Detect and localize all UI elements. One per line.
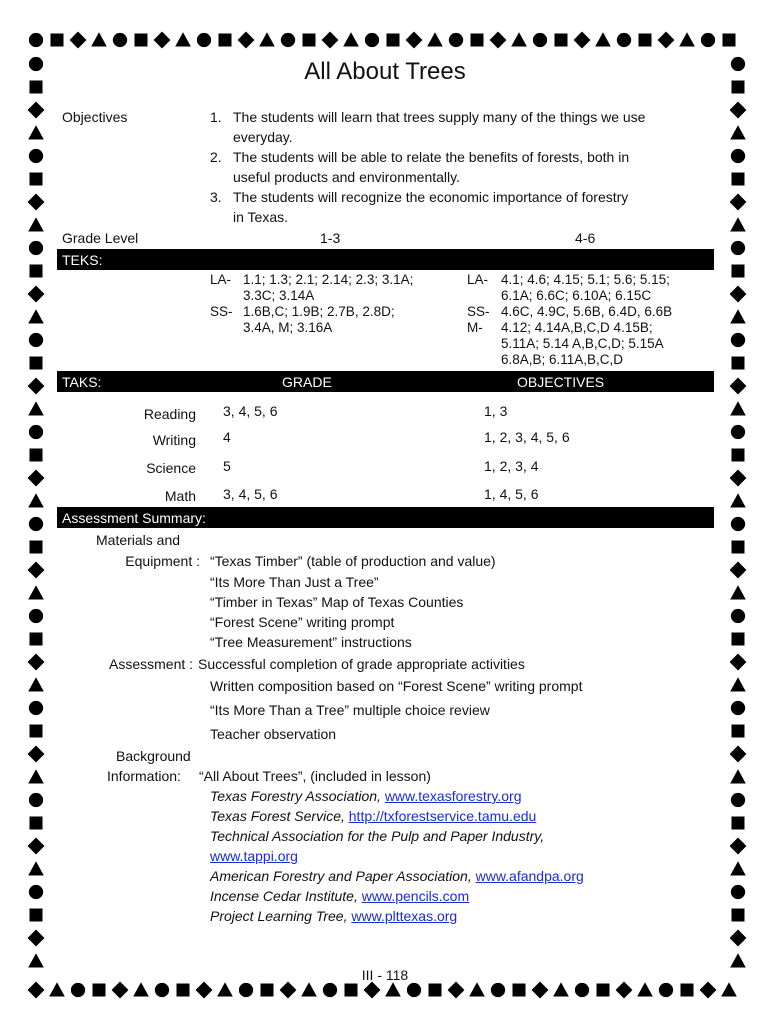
taks-objectives-header: OBJECTIVES	[517, 374, 605, 390]
border-square	[732, 173, 745, 186]
border-triangle	[469, 982, 485, 996]
border-diamond	[28, 838, 45, 855]
border-square	[261, 984, 274, 997]
taks-grades: 4	[223, 429, 231, 445]
border-diamond	[28, 378, 45, 395]
taks-objectives: 1, 4, 5, 6	[484, 486, 539, 502]
border-square	[219, 34, 232, 47]
border-diamond	[28, 982, 45, 999]
teks-right-ss-prefix: SS-	[467, 304, 490, 319]
assessment-label: Assessment :	[109, 656, 194, 672]
border-square	[732, 449, 745, 462]
teks-right-la-line: 4.1; 4.6; 4.15; 5.1; 5.6; 5.15;	[501, 272, 670, 287]
objective-text: useful products and environmentally.	[233, 169, 460, 185]
resource-link[interactable]: http://txforestservice.tamu.edu	[348, 808, 537, 824]
material-item: “Its More Than Just a Tree”	[210, 574, 379, 590]
objectives-label: Objectives	[62, 109, 128, 125]
border-diamond	[28, 102, 45, 119]
border-diamond	[730, 838, 747, 855]
teks-label: TEKS:	[62, 252, 103, 268]
border-triangle	[511, 32, 527, 46]
resource-item	[210, 867, 584, 885]
border-triangle	[133, 982, 149, 996]
border-diamond	[730, 378, 747, 395]
border-diamond	[616, 982, 633, 999]
teks-right-ss-line: 6.8A,B; 6.11A,B,C,D	[501, 352, 624, 367]
taks-subject: Writing	[152, 432, 196, 448]
border-circle	[731, 609, 745, 623]
border-square	[30, 541, 43, 554]
border-square	[429, 984, 442, 997]
border-diamond	[730, 654, 747, 671]
border-square	[303, 34, 316, 47]
border-diamond	[28, 930, 45, 947]
materials-label: Materials and	[96, 532, 181, 548]
teks-left-ss-line: 1.6B,C; 1.9B; 2.7B, 2.8D;	[243, 304, 395, 319]
border-circle	[365, 33, 379, 47]
border-triangle	[730, 769, 746, 783]
teks-right-la-line: 6.1A; 6.6C; 6.10A; 6.15C	[501, 288, 652, 303]
border-triangle	[91, 32, 107, 46]
border-circle	[491, 983, 505, 997]
border-circle	[29, 33, 43, 47]
resource-item	[210, 847, 298, 865]
border-triangle	[637, 982, 653, 996]
border-circle	[449, 33, 463, 47]
grade-level-label: Grade Level	[62, 230, 139, 246]
border-circle	[731, 517, 745, 531]
border-square	[597, 984, 610, 997]
border-diamond	[406, 32, 423, 49]
taks-objectives: 1, 2, 3, 4, 5, 6	[484, 429, 570, 445]
border-triangle	[301, 982, 317, 996]
border-circle	[29, 333, 43, 347]
border-square	[732, 357, 745, 370]
resource-link[interactable]: www.plttexas.org	[351, 908, 458, 924]
assessment-item: “Its More Than a Tree” multiple choice review	[210, 702, 490, 718]
taks-subject: Reading	[143, 406, 196, 422]
resource-name: Incense Cedar Institute	[210, 888, 354, 904]
border-diamond	[658, 32, 675, 49]
border-diamond	[28, 654, 45, 671]
border-triangle	[28, 861, 44, 875]
resource-item	[210, 907, 457, 925]
border-square	[135, 34, 148, 47]
resource-link[interactable]: www.texasforestry.org	[384, 788, 522, 804]
border-triangle	[217, 982, 233, 996]
border-circle	[29, 241, 43, 255]
border-square	[30, 357, 43, 370]
border-diamond	[490, 32, 507, 49]
border-circle	[29, 425, 43, 439]
resource-link[interactable]: www.tappi.org	[210, 848, 298, 864]
border-triangle	[427, 32, 443, 46]
border-circle	[731, 793, 745, 807]
border-diamond	[28, 562, 45, 579]
border-triangle	[343, 32, 359, 46]
border-square	[30, 633, 43, 646]
border-square	[30, 817, 43, 830]
border-triangle	[730, 585, 746, 599]
border-triangle	[730, 493, 746, 507]
border-diamond	[112, 982, 129, 999]
border-triangle	[385, 982, 401, 996]
teks-left-la-line: 3.3C; 3.14A	[243, 288, 315, 303]
resource-name: Texas Forestry Association	[210, 788, 378, 804]
border-circle	[239, 983, 253, 997]
border-square	[471, 34, 484, 47]
taks-grades: 3, 4, 5, 6	[223, 403, 278, 419]
border-triangle	[28, 769, 44, 783]
border-circle	[731, 333, 745, 347]
teks-left-ss-prefix: SS-	[210, 304, 233, 319]
page-number: III - 118	[361, 967, 409, 983]
border-square	[732, 725, 745, 738]
border-diamond	[730, 286, 747, 303]
border-circle	[407, 983, 421, 997]
taks-objectives: 1, 2, 3, 4	[484, 458, 539, 474]
teks-right-ss-line: 4.12; 4.14A,B,C,D 4.15B;	[501, 320, 653, 335]
border-circle	[29, 885, 43, 899]
taks-objectives: 1, 3	[484, 403, 508, 419]
resource-item	[210, 887, 469, 905]
border-diamond	[196, 982, 213, 999]
border-circle	[155, 983, 169, 997]
taks-grades: 3, 4, 5, 6	[223, 486, 278, 502]
assessment-item: Teacher observation	[210, 726, 337, 742]
border-diamond	[730, 562, 747, 579]
border-circle	[323, 983, 337, 997]
teks-left-ss-line: 3.4A, M; 3.16A	[243, 320, 333, 335]
border-diamond	[154, 32, 171, 49]
border-circle	[29, 609, 43, 623]
border-triangle	[28, 493, 44, 507]
border-diamond	[322, 32, 339, 49]
border-triangle	[553, 982, 569, 996]
border-square	[732, 541, 745, 554]
border-diamond	[700, 982, 717, 999]
border-diamond	[364, 982, 381, 999]
border-triangle	[28, 585, 44, 599]
resource-name: Technical Association for the Pulp and Paper Industry	[210, 828, 541, 844]
resource-separator: ,	[340, 808, 349, 824]
page-title: All About Trees	[304, 58, 466, 85]
border-triangle	[730, 217, 746, 231]
border-square	[30, 449, 43, 462]
border-triangle	[730, 677, 746, 691]
resource-separator: ,	[353, 888, 362, 904]
teks-right-ss-line: 5.11A; 5.14 A,B,C,D; 5.15A	[501, 336, 664, 351]
assessment-item: Written composition based on “Forest Scene” writing prompt	[210, 678, 583, 694]
border-triangle	[595, 32, 611, 46]
border-triangle	[28, 677, 44, 691]
resource-separator: ,	[467, 868, 476, 884]
background-label: Information:	[107, 768, 181, 784]
border-square	[555, 34, 568, 47]
border-diamond	[280, 982, 297, 999]
border-square	[30, 909, 43, 922]
material-item: “Timber in Texas” Map of Texas Counties	[210, 594, 464, 610]
border-circle	[197, 33, 211, 47]
taks-subject: Math	[164, 488, 196, 504]
border-square	[345, 984, 358, 997]
border-diamond	[730, 102, 747, 119]
border-diamond	[28, 286, 45, 303]
teks-left-la-line: 1.1; 1.3; 2.1; 2.14; 2.3; 3.1A;	[243, 272, 414, 287]
resource-item	[210, 827, 544, 845]
border-circle	[701, 33, 715, 47]
material-item: “Texas Timber” (table of production and value)	[210, 553, 496, 569]
border-square	[93, 984, 106, 997]
material-item: “Forest Scene” writing prompt	[210, 614, 395, 630]
border-triangle	[730, 861, 746, 875]
taks-grade-header: GRADE	[282, 374, 332, 390]
materials-label: Equipment :	[125, 553, 200, 569]
resource-name: Project Learning Tree	[210, 908, 344, 924]
border-circle	[731, 885, 745, 899]
border-diamond	[448, 982, 465, 999]
border-square	[732, 817, 745, 830]
resource-item	[210, 807, 536, 825]
border-circle	[29, 517, 43, 531]
taks-label: TAKS:	[62, 374, 102, 390]
objective-text: everyday.	[233, 129, 293, 145]
border-triangle	[730, 401, 746, 415]
border-circle	[575, 983, 589, 997]
border-circle	[731, 425, 745, 439]
border-square	[177, 984, 190, 997]
border-triangle	[28, 125, 44, 139]
border-circle	[659, 983, 673, 997]
border-triangle	[49, 982, 65, 996]
assessment-item: Successful completion of grade appropriate activities	[198, 656, 525, 672]
border-diamond	[730, 746, 747, 763]
objective-text: in Texas.	[233, 209, 288, 225]
taks-subject: Science	[146, 460, 196, 476]
border-triangle	[175, 32, 191, 46]
border-circle	[731, 241, 745, 255]
border-diamond	[238, 32, 255, 49]
border-circle	[29, 701, 43, 715]
border-circle	[533, 33, 547, 47]
border-circle	[731, 149, 745, 163]
border-diamond	[730, 470, 747, 487]
border-square	[639, 34, 652, 47]
border-circle	[617, 33, 631, 47]
material-item: “Tree Measurement” instructions	[210, 634, 412, 650]
teks-right-la-prefix: LA-	[467, 272, 489, 287]
border-square	[732, 265, 745, 278]
objective-number: 1.	[210, 109, 222, 125]
taks-grades: 5	[223, 458, 231, 474]
border-triangle	[721, 982, 737, 996]
border-triangle	[679, 32, 695, 46]
border-diamond	[28, 746, 45, 763]
border-diamond	[28, 194, 45, 211]
border-triangle	[259, 32, 275, 46]
border-square	[732, 633, 745, 646]
border-triangle	[730, 309, 746, 323]
resource-separator: ,	[377, 788, 385, 804]
border-square	[681, 984, 694, 997]
border-circle	[281, 33, 295, 47]
border-square	[30, 725, 43, 738]
border-diamond	[70, 32, 87, 49]
resource-name: American Forestry and Paper Association	[210, 868, 468, 884]
resource-separator: ,	[343, 908, 352, 924]
grade-range-upper: 4-6	[575, 230, 596, 246]
border-diamond	[28, 470, 45, 487]
border-triangle	[28, 217, 44, 231]
border-triangle	[28, 401, 44, 415]
border-diamond	[532, 982, 549, 999]
border-diamond	[730, 194, 747, 211]
resource-item	[210, 787, 521, 805]
background-label: Background	[116, 748, 191, 764]
border-diamond	[730, 930, 747, 947]
background-item: “All About Trees”, (included in lesson)	[199, 768, 431, 784]
resource-name: Texas Forest Service	[210, 808, 341, 824]
border-triangle	[730, 125, 746, 139]
grade-range-lower: 1-3	[320, 230, 341, 246]
border-diamond	[574, 32, 591, 49]
assessment-summary-label: Assessment Summary:	[62, 510, 206, 526]
border-circle	[29, 793, 43, 807]
border-circle	[29, 149, 43, 163]
resource-link[interactable]: www.afandpa.org	[475, 868, 584, 884]
resource-separator: ,	[540, 828, 545, 844]
assessment-summary-bar	[57, 507, 714, 528]
teks-left-la-prefix: LA-	[210, 272, 232, 287]
taks-header-bar	[57, 371, 714, 392]
objective-number: 2.	[210, 149, 222, 165]
border-triangle	[28, 309, 44, 323]
border-circle	[731, 701, 745, 715]
objective-text: The students will learn that trees supply many of the things we use	[233, 109, 646, 125]
border-circle	[71, 983, 85, 997]
teks-right-m-prefix: M-	[467, 320, 483, 335]
border-circle	[113, 33, 127, 47]
objective-text: The students will be able to relate the benefits of forests, both in	[233, 149, 630, 165]
resource-link[interactable]: www.pencils.com	[361, 888, 470, 904]
border-square	[51, 34, 64, 47]
border-square	[732, 909, 745, 922]
objective-number: 3.	[210, 189, 222, 205]
border-square	[513, 984, 526, 997]
border-square	[387, 34, 400, 47]
border-square	[30, 265, 43, 278]
teks-header-bar	[57, 249, 714, 270]
teks-right-ss-line: 4.6C, 4.9C, 5.6B, 6.4D, 6.6B	[501, 304, 673, 319]
border-square	[723, 34, 736, 47]
objective-text: The students will recognize the economic importance of forestry	[233, 189, 629, 205]
border-square	[30, 173, 43, 186]
